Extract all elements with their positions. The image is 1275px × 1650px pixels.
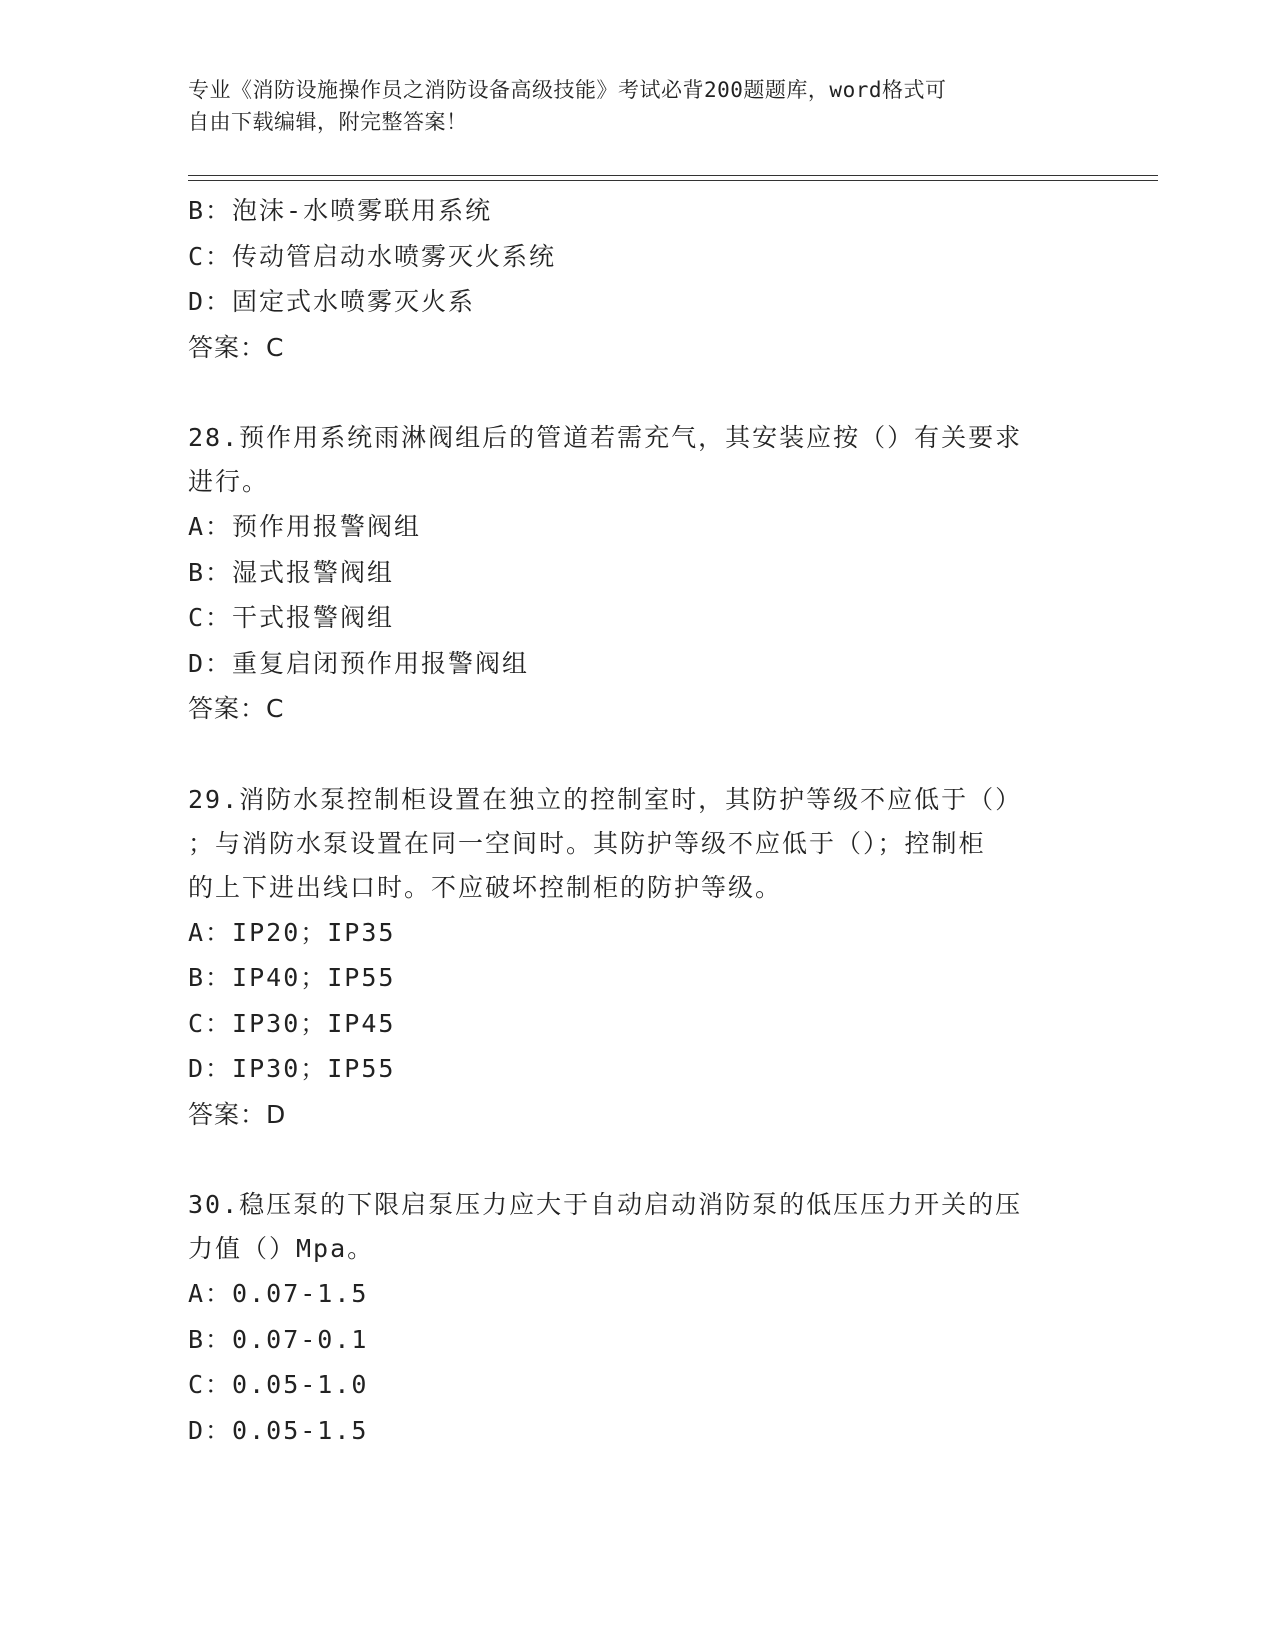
- option-b: B：泡沫-水喷雾联用系统: [188, 196, 493, 225]
- option-b: B：IP40；IP55: [188, 963, 396, 992]
- answer: 答案：C: [188, 332, 285, 362]
- document-body: [188, 188, 1068, 1453]
- option-a: A：IP20；IP35: [188, 917, 396, 947]
- question-stem-line: 29.消防水泵控制柜设置在独立的控制室时，其防护等级不应低于（）: [188, 784, 1023, 814]
- header-line-1: 专业《消防设施操作员之消防设备高级技能》考试必背200题题库，word格式可: [188, 78, 947, 102]
- question-27: [188, 188, 1068, 370]
- option-c: C：0.05-1.0: [188, 1370, 369, 1399]
- option-c: C：IP30；IP45: [188, 1008, 396, 1038]
- question-30: [188, 1183, 1068, 1453]
- header-rule-top: [188, 175, 1158, 176]
- option-a: A：预作用报警阀组: [188, 512, 422, 541]
- option-b: B：0.07-0.1: [188, 1324, 369, 1354]
- header-line-2: 自由下载编辑，附完整答案！: [188, 110, 468, 134]
- question-29: [188, 778, 1068, 1138]
- option-d: D：0.05-1.5: [188, 1415, 369, 1445]
- option-d: D：固定式水喷雾灭火系: [188, 287, 476, 316]
- question-stem-line: 进行。: [188, 467, 270, 496]
- option-c: C：传动管启动水喷雾灭火系统: [188, 241, 557, 271]
- option-c: C：干式报警阀组: [188, 603, 395, 632]
- question-28: [188, 416, 1068, 732]
- option-d: D：IP30；IP55: [188, 1054, 396, 1083]
- answer: 答案：D: [188, 1099, 287, 1129]
- question-stem-line: 30.稳压泵的下限启泵压力应大于自动启动消防泵的低压压力开关的压: [188, 1190, 1023, 1219]
- answer: 答案：C: [188, 694, 285, 723]
- header-rule-bottom: [188, 180, 1158, 181]
- question-stem-line: 力值（）Mpa。: [188, 1234, 375, 1263]
- option-d: D：重复启闭预作用报警阀组: [188, 648, 530, 678]
- option-a: A：0.07-1.5: [188, 1279, 369, 1308]
- document-header: [188, 74, 1068, 138]
- option-b: B：湿式报警阀组: [188, 557, 395, 587]
- question-stem-line: 28.预作用系统雨淋阀组后的管道若需充气，其安装应按（）有关要求: [188, 423, 1023, 452]
- question-stem-line: ；与消防水泵设置在同一空间时。其防护等级不应低于（）；控制柜: [188, 828, 986, 858]
- question-stem-line: 的上下进出线口时。不应破坏控制柜的防护等级。: [188, 872, 783, 902]
